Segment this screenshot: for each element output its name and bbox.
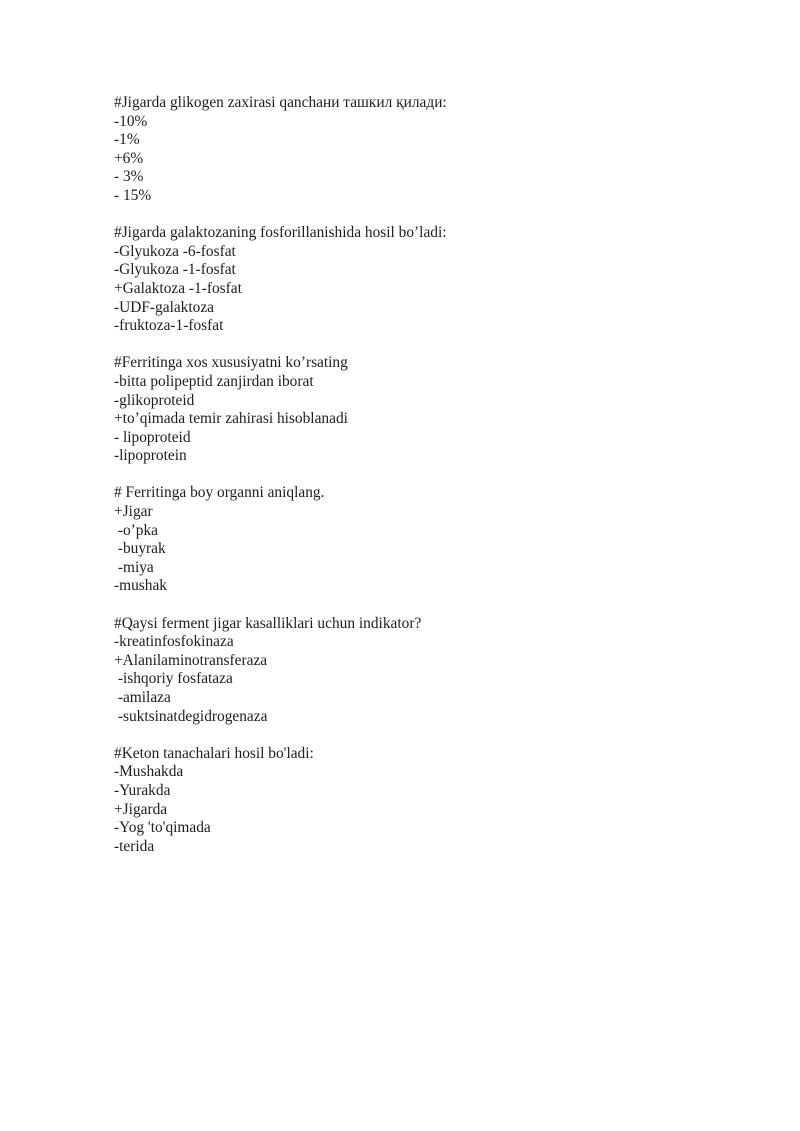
answer-option: -UDF-galaktoza [114, 298, 215, 316]
answer-option: -Mushakda [114, 763, 184, 781]
answer-option: -lipoprotein [114, 447, 187, 465]
answer-option: -bitta polipeptid zanjirdan iborat [114, 372, 314, 390]
question-text: #Qaysi ferment jigar kasalliklari uchun indikator? [114, 614, 422, 632]
answer-option: -terida [114, 837, 155, 855]
answer-option: -mushak [114, 577, 168, 595]
answer-option: - 15% [114, 186, 152, 204]
question-text: #Jigarda glikogen zaxirasi qanchани ташкил қилади: [114, 94, 447, 111]
question-block [114, 94, 734, 206]
answer-option-correct: +Galaktoza -1-fosfat [114, 279, 242, 297]
answer-option-correct: +Jigar [114, 503, 153, 521]
answer-option: -amilaza [114, 689, 171, 706]
answer-option: -10% [114, 112, 148, 130]
answer-option: - lipoproteid [114, 428, 191, 446]
answer-option: -ishqoriy fosfataza [114, 670, 233, 688]
document-content [114, 94, 734, 875]
question-text: #Ferritinga xos xususiyatni ko’rsating [114, 354, 348, 372]
question-block [114, 615, 734, 727]
answer-option: - 3% [114, 168, 144, 186]
question-block [114, 224, 734, 336]
answer-option: -glikoproteid [114, 391, 195, 409]
answer-option: -Yurakda [114, 781, 171, 799]
answer-option: -buyrak [114, 540, 166, 558]
answer-option-correct: +Jigarda [114, 800, 168, 818]
question-text: #Jigarda galaktozaning fosforillanishida hosil bo’ladi: [114, 224, 447, 242]
answer-option-correct: +6% [114, 149, 144, 167]
question-block [114, 484, 734, 596]
answer-option: -suktsinatdegidrogenaza [114, 707, 268, 725]
question-block [114, 354, 734, 466]
question-block [114, 745, 734, 857]
answer-option: -kreatinfosfokinaza [114, 633, 234, 651]
answer-option: -1% [114, 131, 140, 149]
answer-option: -Glyukoza -1-fosfat [114, 261, 236, 279]
answer-option: -miya [114, 558, 154, 576]
answer-option: -Glyukoza -6-fosfat [114, 242, 236, 260]
answer-option: -fruktoza-1-fosfat [114, 317, 224, 335]
answer-option-correct: +to’qimada temir zahirasi hisoblanadi [114, 410, 348, 428]
question-text: #Keton tanachalari hosil bo'ladi: [114, 744, 314, 762]
answer-option-correct: +Alanilaminotransferaza [114, 651, 268, 669]
answer-option: -Yog 'to'qimada [114, 819, 211, 837]
question-text: # Ferritinga boy organni aniqlang. [114, 484, 325, 502]
answer-option: -o’pka [114, 521, 159, 539]
